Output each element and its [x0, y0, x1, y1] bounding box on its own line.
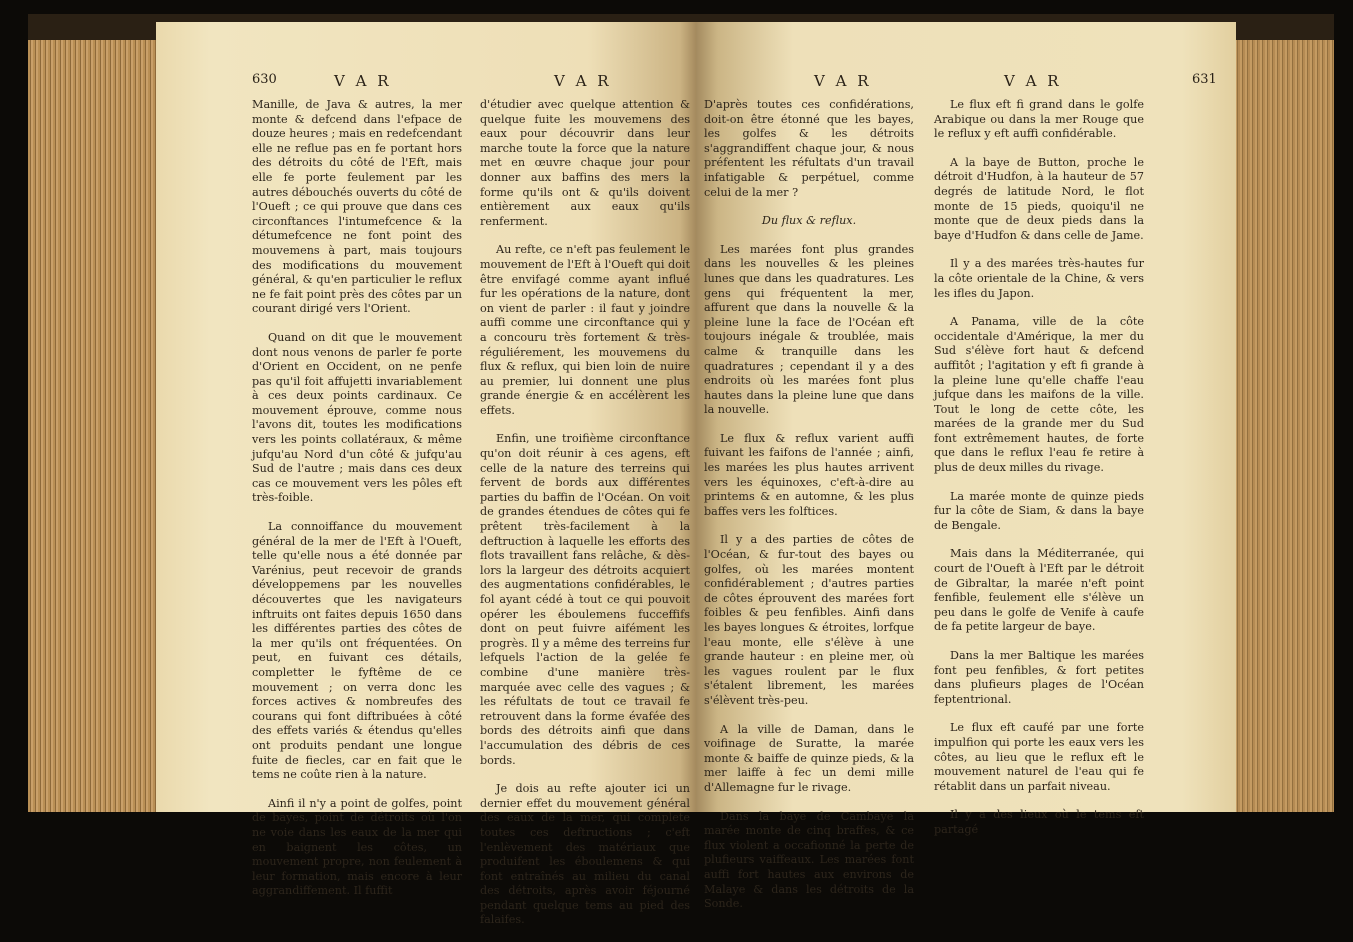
paragraph: Je dois au refte ajouter ici un dernier effet du mouvement général des eaux de la mer, qui complete toutes ces deftructions ; c'eft l'enlèvement des matériaux que produifent les éboulemens & qui font entraînés au milieu du canal des détroits, après avoir féjourné pendant quelque tems au pied des falaifes.: [480, 782, 690, 927]
paragraph: A Panama, ville de la côte occidentale d'Amérique, la mer du Sud s'élève fort haut & defcend auffitôt ; l'agitation y eft fi grande à la pleine lune qu'elle chaffe l'eau jufque dans les maifons de la ville. Tout le long de cette côte, les marées de la grande mer du Sud font extrêmement hautes, de forte que dans le reflux l'eau fe retire à plus de deux milles du rivage.: [934, 315, 1144, 475]
page-number-right: 631: [1192, 72, 1217, 87]
paragraph: Manille, de Java & autres, la mer monte & defcend dans l'efpace de douze heures ; mais en redefcendant elle ne reflue pas en fe portant hors des détroits du côté de l'Eft, mais elle fe porte feulement par les autres débouchés ouverts du côté de l'Oueft ; ce qui prouve que dans ces circonftances l'intumefcence & la détumefcence ne font point des mouvemens à part, mais toujours des modifications du mouvement général, & qu'en particulier le reflux ne fe fait point près des côtes par un courant dirigé vers l'Orient.: [252, 98, 462, 316]
paragraph: La connoiffance du mouvement général de la mer de l'Eft à l'Oueft, telle qu'elle nous a été donnée par Varénius, peut recevoir de grands développemens par les nouvelles découvertes que les navigateurs inftruits ont faites depuis 1650 dans les différentes parties des côtes de la mer qu'ils ont fréquentées. On peut, en fuivant ces détails, completter le fyftême de ce mouvement ; on verra donc les forces actives & nombreufes des courans qui font diftribuées à côté des effets variés & étendus qu'elles ont produits pendant une longue fuite de fiecles, car en fait que le tems ne coûte rien à la nature.: [252, 520, 462, 782]
paragraph: Il y a des marées très-hautes fur la côte orientale de la Chine, & vers les ifles du Japon.: [934, 257, 1144, 300]
running-head-left-b: V A R: [554, 72, 612, 90]
paragraph: Le flux eft fi grand dans le golfe Arabique ou dans la mer Rouge que le reflux y eft auffi confidérable.: [934, 98, 1144, 141]
running-head-right-a: V A R: [814, 72, 872, 90]
paragraph: Mais dans la Méditerranée, qui court de l'Oueft à l'Eft par le détroit de Gibraltar, la marée n'eft point fenfible, feulement elle s'élève un peu dans le golfe de Venife à caufe de fa petite largeur de baye.: [934, 547, 1144, 634]
paragraph: Ainfi il n'y a point de golfes, point de bayes, point de détroits où l'on ne voie dans les eaux de la mer qui en baignent les côtes, un mouvement propre, non feulement à leur formation, mais encore à leur aggrandiffement. Il fuffit: [252, 796, 462, 898]
paragraph: Dans la baye de Cambaye la marée monte de cinq braffes, & ce flux violent a occafionné la perte de plufieurs vaiffeaux. Les marées font auffi fort hautes aux environs de Malaye & dans les détroits de la Sonde.: [704, 809, 914, 911]
paragraph: Enfin, une troifième circonftance qu'on doit réunir à ces agens, eft celle de la nature des terreins qui fervent de bords aux différentes parties du baffin de l'Océan. On voit de grandes étendues de côtes qui fe prêtent très-facilement à la deftruction à laquelle les efforts des flots travaillent fans relâche, & dès-lors la largeur des détroits acquiert des augmentations confidérables, le fol ayant cédé à tout ce qui pouvoit opérer les éboulemens fucceffifs dont on peut fuivre aifément les progrès. Il y a même des terreins fur lefquels l'action de la gelée fe combine d'une manière très-marquée avec celle des vagues ; & les réfultats de tout ce travail fe retrouvent dans la forme évafée des bords des détroits ainfi que dans l'accumulation des débris de ces bords.: [480, 432, 690, 767]
paragraph: Il y a des lieux où le tems eft partagé: [934, 808, 1144, 836]
page-number-left: 630: [252, 72, 277, 87]
right-column-1: [704, 98, 914, 926]
paragraph: Le flux eft caufé par une forte impulfion qui porte les eaux vers les côtes, au lieu que le reflux eft le mouvement naturel de l'eau qui fe rétablit dans un parfait niveau.: [934, 721, 1144, 793]
right-page: [696, 22, 1236, 911]
paragraph: La marée monte de quinze pieds fur la côte de Siam, & dans la baye de Bengale.: [934, 489, 1144, 532]
right-page-edges: [1235, 40, 1334, 812]
paragraph: Il y a des parties de côtes de l'Océan, & fur-tout des bayes ou golfes, où les marées montent confidérablement ; d'autres parties de côtes éprouvent des marées fort foibles & peu fenfibles. Ainfi dans les bayes longues & étroites, lorfque l'eau monte, elle s'élève à une grande hauteur : en pleine mer, où les vagues roulent par le flux s'étalent librement, les marées s'élèvent très-peu.: [704, 533, 914, 707]
paragraph: d'étudier avec quelque attention & quelque fuite les mouvemens des eaux pour découvrir dans leur marche toute la force que la nature met en œuvre chaque jour pour donner aux baffins des mers la forme qu'ils ont & qu'ils doivent entièrement aux eaux qu'ils renferment.: [480, 98, 690, 228]
left-page: [156, 22, 696, 927]
paragraph: Dans la mer Baltique les marées font peu fenfibles, & fort petites dans plufieurs plages de l'Océan feptentrional.: [934, 649, 1144, 706]
paragraph: Au refte, ce n'eft pas feulement le mouvement de l'Eft à l'Oueft qui doit être envifagé comme ayant influé fur les opérations de la nature, dont on vient de parler : il faut y joindre auffi comme une circonftance qui y a concouru très fortement & très-réguliérement, les mouvemens du flux & reflux, qui bien loin de nuire au premier, lui donnent une plus grande énergie & en accélèrent les effets.: [480, 243, 690, 417]
left-column-2: [480, 98, 690, 942]
paragraph: Quand on dit que le mouvement dont nous venons de parler fe porte d'Orient en Occident, on ne penfe pas qu'il foit affujetti invariablement à ces deux points cardinaux. Ce mouvement éprouve, comme nous l'avons dit, toutes les modifications vers les points collatéraux, & même jufqu'au Nord d'un côté & jufqu'au Sud de l'autre ; mais dans ces deux cas ce mouvement vers les pôles eft très-foible.: [252, 330, 462, 505]
paragraph: A la baye de Button, proche le détroit d'Hudfon, à la hauteur de 57 degrés de latitude Nord, le flot monte de 15 pieds, quoiqu'il ne monte que de deux pieds dans la baye d'Hudfon & dans celle de Jame.: [934, 155, 1144, 242]
left-column-1: [252, 98, 462, 913]
paragraph: A la ville de Daman, dans le voifinage de Suratte, la marée monte & baiffe de quinze pieds, & la mer laiffe à fec un demi mille d'Allemagne fur le rivage.: [704, 722, 914, 794]
paragraph: Le flux & reflux varient auffi fuivant les faifons de l'année ; ainfi, les marées les plus hautes arrivent vers les équinoxes, c'eft-à-dire au printems & en automne, & les plus baffes vers les folftices.: [704, 431, 914, 518]
running-head-right-b: V A R: [1004, 72, 1062, 90]
left-page-edges: [28, 40, 158, 812]
paragraph: D'après toutes ces confidérations, doit-on être étonné que les bayes, les golfes & les détroits s'aggrandiffent chaque jour, & nous préfentent les réfultats d'un travail infatigable & perpétuel, comme celui de la mer ?: [704, 98, 914, 199]
section-heading: Du flux & reflux.: [761, 214, 857, 228]
paragraph: Les marées font plus grandes dans les nouvelles & les pleines lunes que dans les quadratures. Les gens qui fréquentent la mer, affurent que dans la nouvelle & la pleine lune la face de l'Océan eft toujours inégale & troublée, mais calme & tranquille dans les quadratures ; cependant il y a des endroits où les marées font plus hautes dans la pleine lune que dans la nouvelle.: [704, 242, 914, 417]
running-head-left-a: V A R: [334, 72, 392, 90]
right-column-2: [934, 98, 1144, 852]
